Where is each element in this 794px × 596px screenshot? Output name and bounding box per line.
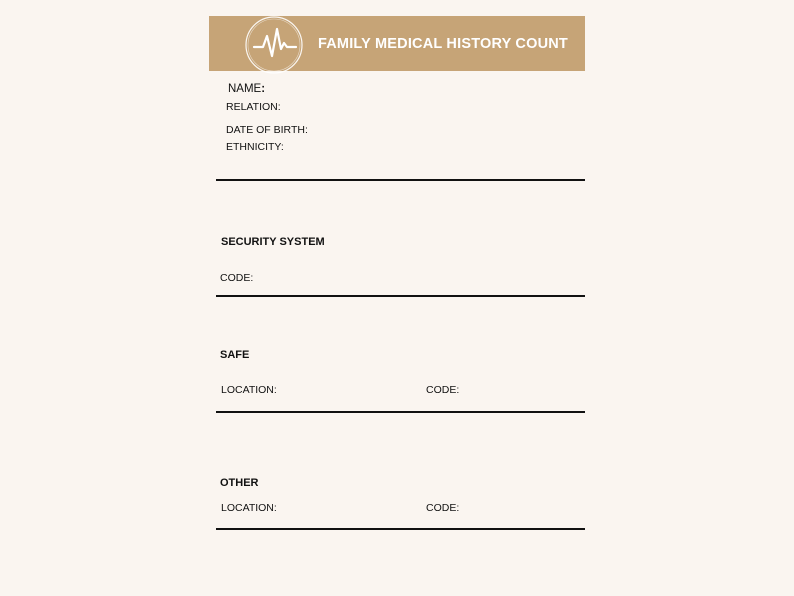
date-of-birth-label: DATE OF BIRTH: — [226, 124, 308, 136]
divider-security — [216, 295, 585, 297]
name-label — [228, 83, 265, 95]
page-title: FAMILY MEDICAL HISTORY COUNT — [318, 36, 568, 52]
safe-heading: SAFE — [220, 349, 250, 361]
name-label-text: NAME — [228, 83, 262, 95]
other-location-label: LOCATION: — [221, 502, 277, 514]
security-system-heading: SECURITY SYSTEM — [221, 236, 325, 248]
safe-location-label: LOCATION: — [221, 384, 277, 396]
relation-label: RELATION: — [226, 101, 281, 113]
divider-safe — [216, 411, 585, 413]
ethnicity-label: ETHNICITY: — [226, 141, 284, 153]
divider-other — [216, 528, 585, 530]
header-banner — [209, 16, 585, 71]
safe-code-label: CODE: — [426, 384, 460, 396]
other-code-label: CODE: — [426, 502, 460, 514]
other-heading: OTHER — [220, 477, 259, 489]
security-code-label: CODE: — [220, 272, 254, 284]
name-label-colon: : — [261, 83, 266, 95]
divider-personal — [216, 179, 585, 181]
heartbeat-icon — [244, 16, 304, 76]
